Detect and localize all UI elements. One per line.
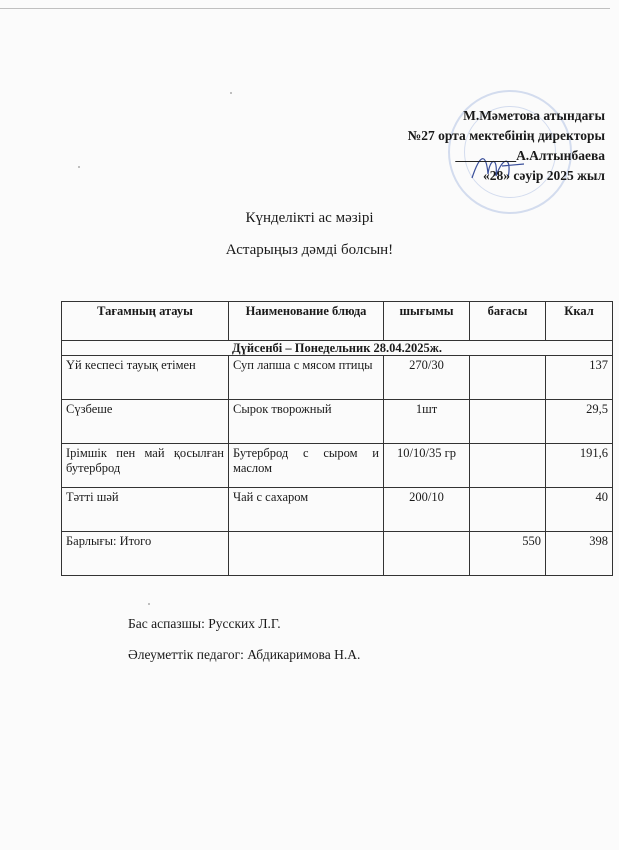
header-ru-name: Наименование блюда [229,302,384,341]
scan-speck [78,166,80,168]
approval-position: №27 орта мектебінің директоры [407,128,605,143]
approval-date: «28» сәуір 2025 жыл [482,168,605,183]
approval-school: М.Мәметова атындағы [463,108,605,123]
dish-yield: 200/10 [384,488,470,532]
table-row [62,488,613,532]
table-row [62,356,613,400]
header-kz-name: Тағамның атауы [62,302,229,341]
dish-yield: 10/10/35 гр [384,444,470,488]
chef-signature-line: Бас аспазшы: Русских Л.Г. [128,616,281,631]
total-kcal: 398 [546,532,613,576]
menu-subtitle: Астарыңыз дәмді болсын! [225,242,394,258]
scan-edge-line [0,8,610,9]
pedagogue-signature-line: Әлеуметтік педагог: Абдикаримова Н.А. [128,647,361,662]
scan-speck [148,603,150,605]
total-ru [229,532,384,576]
dish-kz: Үй кеспесі тауық етімен [62,356,229,400]
dish-kcal: 191,6 [546,444,613,488]
approval-block [345,106,605,186]
scan-speck [230,92,232,94]
dish-price [470,356,546,400]
dish-kcal: 29,5 [546,400,613,444]
header-price: бағасы [470,302,546,341]
table-row [62,400,613,444]
dish-ru: Бутерброд с сыром и маслом [229,444,384,488]
header-yield: шығымы [384,302,470,341]
day-label: Дүйсенбі – Понедельник 28.04.2025ж. [62,341,613,356]
table-row [62,444,613,488]
table-header-row [62,302,613,341]
total-yield [384,532,470,576]
table-total-row [62,532,613,576]
menu-table [61,301,613,576]
dish-price [470,488,546,532]
total-price: 550 [470,532,546,576]
dish-price [470,400,546,444]
dish-kz: Тәтті шәй [62,488,229,532]
dish-yield: 1шт [384,400,470,444]
dish-yield: 270/30 [384,356,470,400]
dish-kz: Ірімшік пен май қосылған бутерброд [62,444,229,488]
menu-title: Күнделікті ас мәзірі [245,210,374,226]
day-row [62,341,613,356]
header-kcal: Ккал [546,302,613,341]
dish-kcal: 40 [546,488,613,532]
dish-kz: Сүзбеше [62,400,229,444]
dish-kcal: 137 [546,356,613,400]
dish-price [470,444,546,488]
dish-ru: Суп лапша с мясом птицы [229,356,384,400]
total-label: Барлығы: Итого [62,532,229,576]
dish-ru: Чай с сахаром [229,488,384,532]
approval-director: _________А.Алтынбаева [455,148,605,163]
dish-ru: Сырок творожный [229,400,384,444]
